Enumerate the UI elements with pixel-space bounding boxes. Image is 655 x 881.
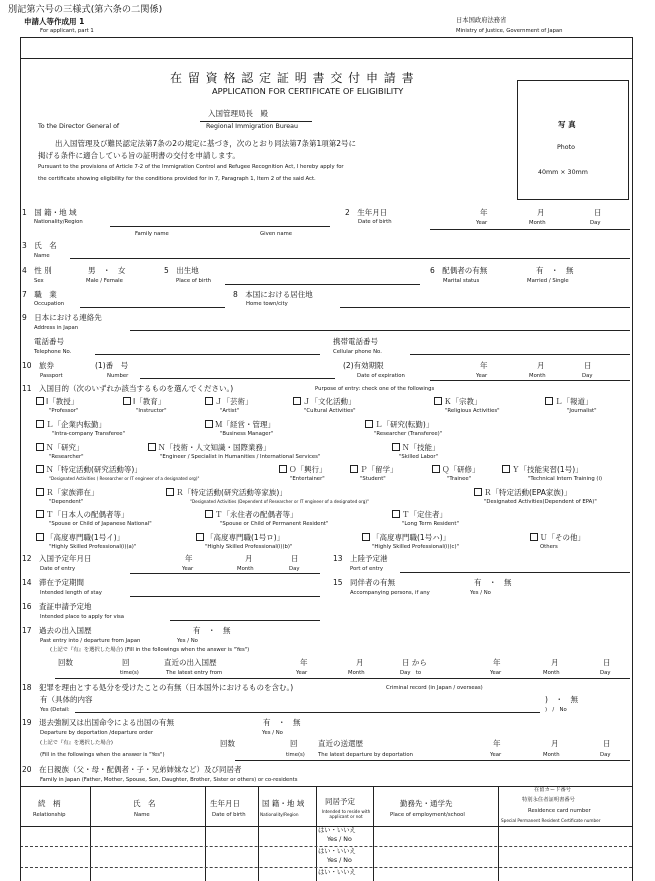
field-1-en: Nationality/Region (34, 219, 83, 225)
checkbox-icon[interactable] (350, 465, 358, 473)
deport-times-jp: 回数 (220, 739, 235, 748)
dob-day-en: Day (590, 220, 601, 226)
past-entry-to-day-en: Day (600, 670, 611, 676)
field-6-en: Marital status (443, 278, 480, 284)
row1-reside-en[interactable]: Yes / No (327, 836, 352, 843)
dob-year-en: Year (476, 220, 488, 226)
purpose-journalist-en: "Journalist" (567, 408, 597, 414)
purpose-intra-company[interactable]: Ｌ「企業内転勤」 (36, 420, 106, 429)
entry-month-en: Month (237, 566, 254, 572)
birthplace-line[interactable] (225, 284, 420, 285)
purpose-hsp-c-en: "Highly Skilled Professional(i)(c)" (372, 544, 459, 550)
checkbox-icon[interactable] (36, 533, 44, 541)
field-14-label: 14 滞在予定期間 (22, 578, 85, 587)
field-13-label: 13 上陸予定港 (333, 554, 388, 563)
photo-size: 40mm × 30mm (538, 169, 588, 176)
dob-day-jp: 日 (594, 208, 602, 217)
deport-kai: 回 (290, 739, 298, 748)
cell-label-en: Cellular phone No. (333, 349, 382, 355)
field-19-en: Departure by deportation /departure order (40, 730, 154, 736)
entry-month-jp: 月 (245, 554, 253, 563)
past-entry-day-to: Day to (400, 670, 422, 676)
checkbox-icon[interactable] (502, 465, 510, 473)
header-rule (20, 37, 632, 38)
col-relationship-jp: 続 柄 (38, 799, 61, 808)
passport-number-line[interactable] (140, 378, 335, 379)
table-row (20, 846, 632, 847)
purpose-designated-dependent[interactable]: Ｒ「特定活動(研究活動等家族)」 (166, 488, 287, 497)
col-employment-jp: 勤務先・通学先 (400, 799, 453, 808)
purpose-instructor-en: "Instructor" (136, 408, 167, 414)
passport-expiry-jp: (2)有効期限 (343, 361, 384, 370)
col-reside-en: Intended to reside with applicant or not (321, 809, 371, 819)
past-entry-times-jp: 回数 (58, 658, 73, 667)
col-dob-jp: 生年月日 (210, 799, 240, 808)
purpose-hsp-b-en: "Highly Skilled Professional(i)(b)" (205, 544, 293, 550)
deport-day-en: Day (600, 752, 611, 758)
purpose-engineer-specialist[interactable]: Ｎ「技術・人文知識・国際業務」 (148, 443, 271, 452)
purpose-journalist[interactable]: Ｌ「報道」 (545, 397, 593, 406)
phone-line[interactable] (95, 354, 320, 355)
purpose-instructor[interactable]: Ⅰ「教育」 (123, 397, 165, 406)
purpose-professor[interactable]: Ⅰ「教授」 (36, 397, 78, 406)
address-line[interactable] (130, 330, 630, 331)
field-3-en: Name (34, 253, 50, 259)
intro-en-2: the certificate showing eligibility for the conditions provided for in 7, Paragraph 1, Item 2 of the said Act. (38, 176, 316, 182)
checkbox-icon[interactable] (123, 397, 131, 405)
field-8-label: 8 本国における居住地 (233, 290, 313, 299)
col-nationality-jp: 国 籍・地 域 (262, 799, 305, 808)
col-nationality-en: Nationality/Region (260, 812, 299, 817)
part-label-jp: 申請人等作成用 1 (24, 17, 85, 26)
intro-jp-1: 出入国管理及び難民認定法第7条の2の規定に基づき，次のとおり同法第7条第1項第2号に (55, 139, 357, 148)
past-entry-options-en: Yes / No (177, 638, 198, 644)
marital-options-jp[interactable]: 有 ・ 無 (536, 266, 574, 275)
purpose-trainee-en: "Trainee" (447, 476, 472, 482)
crime-options-jp[interactable]: ) ・ 無 (545, 695, 578, 704)
bureau-line (200, 121, 312, 122)
field-19-label: 19 退去強制又は出国命令による出国の有無 (22, 718, 175, 727)
deport-month-jp: 月 (551, 739, 559, 748)
checkbox-icon[interactable] (392, 443, 400, 451)
checkbox-icon[interactable] (545, 397, 553, 405)
entry-year-en: Year (182, 566, 194, 572)
given-name-label: Given name (260, 231, 293, 237)
purpose-cultural[interactable]: Ｊ「文化活動」 (293, 397, 356, 406)
past-entry-kai: 回 (122, 658, 130, 667)
crime-options-en: ) / No (545, 707, 567, 713)
checkbox-icon[interactable] (148, 443, 156, 451)
entry-day-en: Day (289, 566, 300, 572)
purpose-technical-intern[interactable]: Ｙ「技能実習(1号)」 (502, 465, 583, 474)
purpose-designated-researcher-en: "Designated Activities ( Researcher or IT engineer of a designated org)" (49, 476, 200, 481)
photo-label-en: Photo (557, 144, 575, 151)
purpose-researcher-transferee[interactable]: Ｌ「研究(転勤)」 (365, 420, 433, 429)
purpose-epa-dependent[interactable]: Ｒ「特定活動(EPA家族)」 (474, 488, 571, 497)
checkbox-icon[interactable] (434, 397, 442, 405)
exp-month-en: Month (529, 373, 546, 379)
field-3-label: 3 氏 名 (22, 241, 57, 250)
deport-options-jp[interactable]: 有 ・ 無 (263, 718, 301, 727)
field-16-label: 16 査証申請予定地 (22, 602, 92, 611)
field-12-label: 12 入国予定年月日 (22, 554, 92, 563)
purpose-business-manager-en: "Business Manager" (220, 431, 274, 437)
dob-year-jp: 年 (480, 208, 488, 217)
exp-year-en: Year (476, 373, 488, 379)
accompany-options-jp[interactable]: 有 ・ 無 (474, 578, 512, 587)
photo-label-jp: 写 真 (558, 120, 576, 129)
entry-year-jp: 年 (185, 554, 193, 563)
field-20-label: 20 在日親族（父・母・配偶者・子・兄弟姉妹など）及び同居者 (22, 765, 242, 774)
purpose-student-en: "Student" (360, 476, 386, 482)
field-2-label: 2 生年月日 (345, 208, 388, 217)
to-director-jp: 入国管理局長 殿 (208, 109, 268, 118)
purpose-hsp-a[interactable]: 「高度専門職(1号イ)」 (36, 533, 124, 542)
stay-length-line[interactable] (130, 596, 320, 597)
deport-note-jp: (上記で『有』を選択した場合) (40, 740, 113, 746)
checkbox-icon[interactable] (205, 510, 213, 518)
purpose-professor-en: "Professor" (49, 408, 79, 414)
purpose-skilled-labor-en: "Skilled Labor" (399, 454, 438, 460)
crime-detail-en: Yes (Detail: (40, 707, 70, 713)
field-2-en: Date of birth (358, 219, 392, 225)
purpose-spouse-japanese[interactable]: Ｔ「日本人の配偶者等」 (36, 510, 129, 519)
field-5-label: 5 出生地 (164, 266, 199, 275)
purpose-researcher-transferee-en: "Researcher (Transferee)" (374, 431, 443, 437)
past-entry-times-en: time(s) (120, 670, 139, 676)
past-entry-month-en: Month (348, 670, 365, 676)
checkbox-icon[interactable] (293, 397, 301, 405)
to-director-en: To the Director General of (38, 123, 120, 130)
purpose-long-term[interactable]: Ｔ「定住者」 (392, 510, 447, 519)
accompany-options-en: Yes / No (470, 590, 491, 596)
past-entry-line[interactable] (55, 678, 630, 679)
marital-options-en: Married / Single (527, 278, 569, 284)
past-entry-options-jp[interactable]: 有 ・ 無 (193, 626, 231, 635)
field-17-en: Past entry into / departure from Japan (40, 638, 141, 644)
dob-month-en: Month (529, 220, 546, 226)
field-15-label: 15 同伴者の有無 (333, 578, 396, 587)
purpose-religious[interactable]: Ｋ「宗教」 (434, 397, 482, 406)
exp-month-jp: 月 (537, 361, 545, 370)
passport-expiry-en: Date of expiration (357, 373, 405, 379)
sex-options-jp[interactable]: 男 ・ 女 (88, 266, 126, 275)
exp-year-jp: 年 (480, 361, 488, 370)
purpose-dependent-en: "Dependent" (49, 499, 84, 505)
checkbox-icon[interactable] (36, 397, 44, 405)
field-11-label: 11 入国目的（次のいずれか該当するものを選んでください。) (22, 384, 234, 393)
purpose-dependent[interactable]: Ｒ「家族滞在」 (36, 488, 99, 497)
checkbox-icon[interactable] (474, 488, 482, 496)
exp-day-en: Day (582, 373, 593, 379)
field-4-label: 4 性 別 (22, 266, 52, 275)
purpose-long-term-en: "Long Term Resident" (402, 521, 459, 527)
deport-latest-jp: 直近の送還歴 (318, 739, 363, 748)
row2-reside-en[interactable]: Yes / No (327, 857, 352, 864)
field-5-en: Place of birth (176, 278, 212, 284)
col-reside-jp: 同居予定 (325, 797, 355, 806)
dob-month-jp: 月 (537, 208, 545, 217)
checkbox-icon[interactable] (362, 533, 370, 541)
purpose-technical-intern-en: "Technical Intern Training (ⅰ) (528, 476, 603, 482)
purpose-hsp-a-en: "Highly Skilled Professional(i)(a)" (49, 544, 137, 550)
purpose-designated-dependent-en: "Designated Activities (Dependent of Researcher or IT engineer of a designated org)" (190, 499, 369, 504)
checkbox-icon[interactable] (392, 510, 400, 518)
family-name-label: Family name (135, 231, 169, 237)
deport-year-en: Year (490, 752, 502, 758)
purpose-skilled-labor[interactable]: Ｎ「技能」 (392, 443, 440, 452)
checkbox-icon[interactable] (36, 465, 44, 473)
ministry-jp: 日本国政府法務省 (456, 17, 507, 24)
checkbox-icon[interactable] (530, 533, 538, 541)
past-entry-to-year-jp: 年 (493, 658, 501, 667)
row1-reside-jp[interactable]: はい・いいえ (318, 827, 356, 834)
name-line[interactable] (70, 258, 630, 259)
col-dob-en: Date of birth (212, 812, 246, 818)
col-name-jp: 氏 名 (133, 799, 156, 808)
right-border (632, 37, 633, 881)
crime-detail-line[interactable] (75, 712, 540, 713)
deport-latest-en: The latest departure by deportation (318, 752, 414, 758)
top-border (20, 58, 632, 59)
dob-line[interactable] (430, 229, 630, 230)
field-4-en: Sex (34, 278, 44, 284)
checkbox-icon[interactable] (432, 465, 440, 473)
part-label-en: For applicant, part 1 (40, 28, 94, 34)
field-14-en: Intended length of stay (40, 590, 102, 596)
purpose-spouse-japanese-en: "Spouse or Child of Japanese National" (49, 521, 152, 527)
cell-line[interactable] (410, 354, 630, 355)
past-entry-month-jp: 月 (356, 658, 364, 667)
checkbox-icon[interactable] (205, 397, 213, 405)
hometown-line[interactable] (340, 307, 630, 308)
photo-box (517, 80, 629, 200)
purpose-others[interactable]: Ｕ「その他」 (530, 533, 585, 542)
col-name-en: Name (134, 812, 150, 818)
field-7-label: 7 職 業 (22, 290, 57, 299)
purpose-hsp-b[interactable]: 「高度専門職(1号ロ)」 (196, 533, 284, 542)
purpose-entertainer-en: "Entertainer" (290, 476, 325, 482)
purpose-researcher-en: "Researcher" (49, 454, 84, 460)
nationality-line[interactable] (110, 226, 330, 227)
field-16-en: Intended place to apply for visa (40, 614, 125, 620)
past-entry-year-jp: 年 (300, 658, 308, 667)
past-entry-to-year-en: Year (490, 670, 502, 676)
title-en: APPLICATION FOR CERTIFICATE OF ELIGIBILITY (212, 86, 404, 96)
checkbox-icon[interactable] (166, 488, 174, 496)
checkbox-icon[interactable] (365, 420, 373, 428)
past-entry-year-en: Year (296, 670, 308, 676)
purpose-student[interactable]: Ｐ「留学」 (350, 465, 398, 474)
sex-options-en: Male / Female (86, 278, 123, 284)
field-18-label: 18 犯罪を理由とする処分を受けたことの有無（日本国外におけるものを含む。) (22, 683, 294, 692)
entry-date-line[interactable] (130, 573, 320, 574)
field-11-en: Purpose of entry: check one of the followings (315, 386, 435, 392)
crime-detail-jp: 有（具体的内容 (40, 695, 93, 704)
deport-times-en: time(s) (286, 752, 305, 758)
passport-number-jp: (1)番 号 (95, 361, 129, 370)
col-relationship-en: Relationship (33, 812, 66, 818)
col-card-en: Residence card number (528, 808, 591, 814)
ministry-en: Ministry of Justice, Government of Japan (456, 28, 563, 34)
purpose-artist-en: "Artist" (220, 408, 240, 414)
phone-label-jp: 電話番号 (34, 337, 64, 346)
past-entry-to-month-jp: 月 (551, 658, 559, 667)
col-card-en2: Special Permanent Resident Certificate number (501, 818, 601, 823)
field-17-label: 17 過去の出入国歴 (22, 626, 92, 635)
checkbox-icon[interactable] (36, 443, 44, 451)
title-jp: 在 留 資 格 認 定 証 明 書 交 付 申 請 書 (170, 71, 415, 85)
purpose-spouse-permanent[interactable]: Ｔ「永住者の配偶者等」 (205, 510, 298, 519)
deport-year-jp: 年 (493, 739, 501, 748)
col-employment-en: Place of employment/school (390, 812, 465, 818)
field-9-label: 9 日本における連絡先 (22, 313, 102, 322)
field-9-en: Address in Japan (34, 325, 79, 331)
visa-place-line[interactable] (170, 620, 320, 621)
occupation-line[interactable] (80, 307, 225, 308)
intro-jp-2: 掲げる条件に適合している旨の証明書の交付を申請します。 (38, 151, 240, 160)
purpose-others-en: Others (540, 544, 558, 550)
deport-options-en: Yes / No (262, 730, 283, 736)
exp-day-jp: 日 (584, 361, 592, 370)
row2-reside-jp[interactable]: はい・いいえ (318, 848, 356, 855)
past-entry-latest-jp: 直近の出入国歴 (164, 658, 217, 667)
table-row (20, 867, 632, 868)
left-border (20, 37, 21, 881)
purpose-intra-company-en: "Intra-company Transferee" (52, 431, 125, 437)
purpose-religious-en: "Religious Activities" (445, 408, 500, 414)
checkbox-icon[interactable] (36, 420, 44, 428)
field-1-label: 1 国 籍・地 域 (22, 208, 77, 217)
field-8-en: Home town/city (246, 301, 288, 307)
form-reference: 別記第六号の三様式(第六条の二関係) (8, 4, 163, 15)
past-entry-note: (上記で『有』を選択した場合) (Fill in the followings when the answer is "Yes") (50, 647, 250, 653)
purpose-hsp-c[interactable]: 「高度専門職(1号ハ)」 (362, 533, 450, 542)
col-card-jp: 在留カード番号 (534, 787, 572, 793)
field-10-en: Passport (40, 373, 63, 379)
field-20-en: Family in Japan (Father, Mother, Spouse, Son, Daughter, Brother, Sister or others) or co-residents (40, 777, 298, 783)
purpose-researcher[interactable]: Ｎ「研究」 (36, 443, 84, 452)
col-card-jp2: 特別永住者証明書番号 (522, 797, 575, 803)
past-entry-latest-en: The latest entry from (166, 670, 223, 676)
entry-day-jp: 日 (291, 554, 299, 563)
purpose-engineer-specialist-en: "Engineer / Specialist in Humanities / International Services" (160, 454, 321, 460)
field-13-en: Port of entry (350, 566, 383, 572)
purpose-epa-dependent-en: "Designated Activities(Dependent of EPA)" (484, 499, 597, 505)
checkbox-icon[interactable] (279, 465, 287, 473)
deport-month-en: Month (543, 752, 560, 758)
checkbox-icon[interactable] (36, 488, 44, 496)
checkbox-icon[interactable] (36, 510, 44, 518)
passport-number-en: Number (107, 373, 129, 379)
bureau-en: Regional Immigration Bureau (206, 123, 299, 130)
purpose-business-manager[interactable]: Ｍ「経営・管理」 (205, 420, 275, 429)
field-7-en: Occupation (34, 301, 65, 307)
intro-en-1: Pursuant to the provisions of Article 7-2 of the Immigration Control and Refugee Recognition Act, I hereby apply for (38, 164, 344, 170)
deport-note-en: (Fill in the followings when the answer is "Yes") (40, 752, 165, 758)
purpose-entertainer[interactable]: Ｏ「興行」 (279, 465, 327, 474)
purpose-artist[interactable]: Ｊ「芸術」 (205, 397, 253, 406)
expiry-line[interactable] (430, 380, 630, 381)
purpose-designated-researcher[interactable]: Ｎ「特定活動(研究活動等)」 (36, 465, 142, 474)
purpose-cultural-en: "Cultural Activities" (304, 408, 356, 414)
past-entry-to-day-jp: 日 (603, 658, 611, 667)
field-15-en: Accompanying persons, if any (350, 590, 430, 596)
checkbox-icon[interactable] (196, 533, 204, 541)
field-18-en: Criminal record (in Japan / overseas) (386, 685, 483, 691)
field-6-label: 6 配偶者の有無 (430, 266, 488, 275)
purpose-spouse-permanent-en: "Spouse or Child of Permanent Resident" (220, 521, 329, 527)
field-12-en: Date of entry (40, 566, 76, 572)
field-10-label: 10 旅券 (22, 361, 55, 370)
row3-reside-jp[interactable]: はい・いいえ (318, 869, 356, 876)
past-entry-day-from: 日 から (402, 658, 427, 667)
port-line[interactable] (400, 572, 630, 573)
purpose-trainee[interactable]: Ｑ「研修」 (432, 465, 480, 474)
cell-label-jp: 携帯電話番号 (333, 337, 378, 346)
deport-line[interactable] (235, 760, 630, 761)
phone-label-en: Telephone No. (34, 349, 72, 355)
past-entry-to-month-en: Month (543, 670, 560, 676)
checkbox-icon[interactable] (205, 420, 213, 428)
deport-day-jp: 日 (603, 739, 611, 748)
